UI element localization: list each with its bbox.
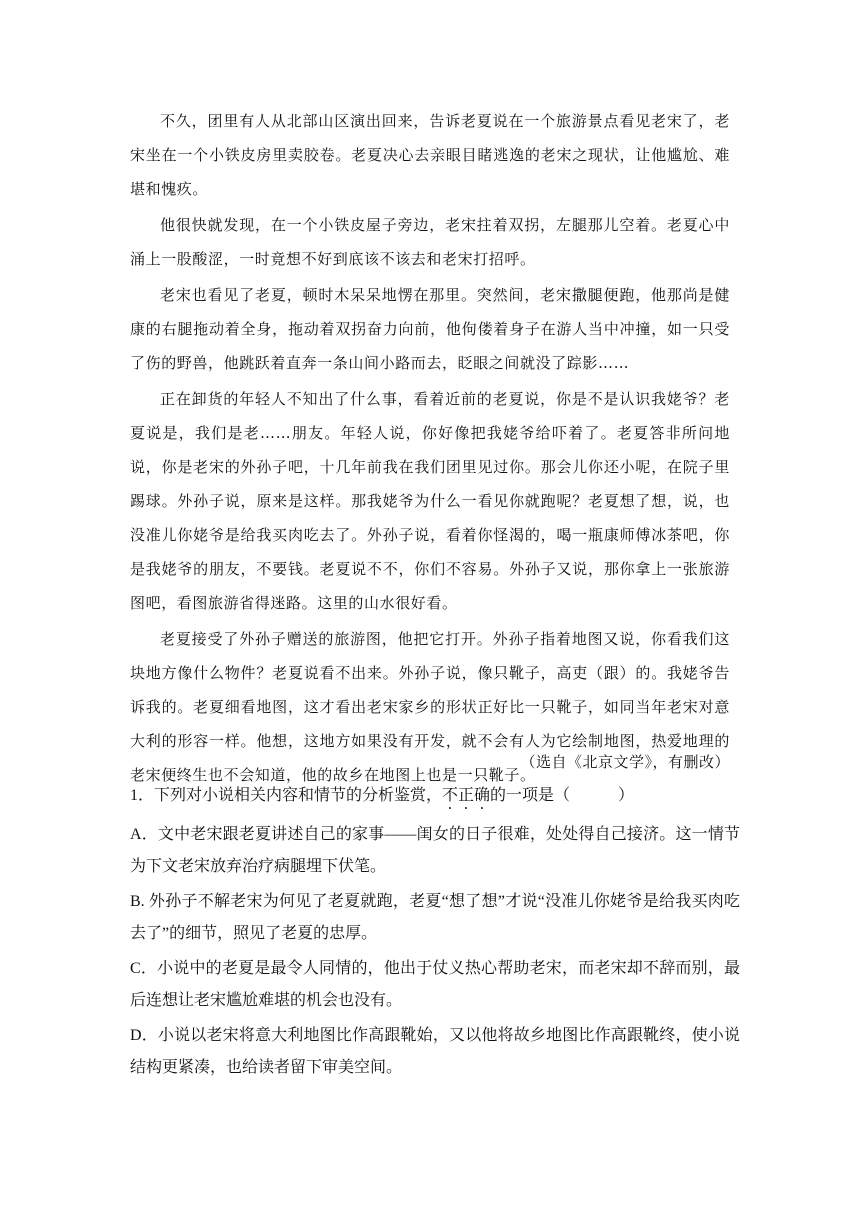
passage-paragraph-2: 他很快就发现，在一个小铁皮屋子旁边，老宋拄着双拐，左腿那儿空着。老夏心中涌上一股酸涩，一时竟想不好到底该不该去和老宋打招呼。	[130, 216, 730, 268]
question-1	[130, 780, 740, 1087]
option-c: C．小说中的老夏是最令人同情的，他出于仗义热心帮助老宋，而老宋却不辞而别，最后连想让老宋尴尬难堪的机会也没有。	[130, 960, 740, 1009]
option-d: D．小说以老宋将意大利地图比作高跟靴始，又以他将故乡地图比作高跟靴终，使小说结构更紧凑，也给读者留下审美空间。	[130, 1027, 740, 1076]
passage-paragraph-1: 不久，团里有人从北部山区演出回来，告诉老夏说在一个旅游景点看见老宋了，老宋坐在一个小铁皮房里卖胶卷。老夏决心去亲眼目睹逃逸的老宋之现状，让他尴尬、难堪和愧疚。	[130, 112, 730, 198]
passage-paragraph-3: 老宋也看见了老夏，顿时木呆呆地愣在那里。突然间，老宋撒腿便跑，他那尚是健康的右腿拖动着全身，拖动着双拐奋力向前，他佝偻着身子在游人当中冲撞，如一只受了伤的野兽，他跳跃着直奔一条山间小路而去，眨眼之间就没了踪影……	[130, 286, 730, 372]
passage-paragraph-5: 老夏接受了外孙子赠送的旅游图，他把它打开。外孙子指着地图又说，你看我们这块地方像什么物件？老夏说看不出来。外孙子说，像只靴子，高吏（跟）的。我姥爷告诉我的。老夏细看地图，这才看出老宋家乡的形状正好比一只靴子，如同当年老宋对意大利的形容一样。他想，这地方如果没有开发，就不会有人为它绘制地图，热爱地理的老宋便终生也不会知道，他的故乡在地图上也是一只靴子。	[130, 630, 730, 784]
question-stem-emphasis: 不正确	[442, 787, 491, 804]
passage-paragraph-4: 正在卸货的年轻人不知出了什么事，看着近前的老夏说，你是不是认识我姥爷？老夏说是，我们是老……朋友。年轻人说，你好像把我姥爷给吓着了。老夏答非所问地说，你是老宋的外孙子吧，十几年前我在我们团里见过你。那会儿你还小呢，在院子里踢球。外孙子说，原来是这样。那我姥爷为什么一看见你就跑呢？老夏想了想，说，也没准儿你姥爷是给我买肉吃去了。外孙子说，看着你怪渴的，喝一瓶康师傅冰茶吧，你是我姥爷的朋友，不要钱。老夏说不不，你们不容易。外孙子又说，那你拿上一张旅游图吧，看图旅游省得迷路。这里的山水很好看。	[130, 390, 730, 612]
story-passage	[130, 104, 730, 794]
passage-source: （选自《北京文学》，有删改）	[520, 753, 730, 771]
question-stem	[130, 780, 740, 813]
question-stem-suffix: 的一项是（ ）	[490, 787, 635, 804]
option-a: A．文中老宋跟老夏讲述自己的家事——闺女的日子很难，处处得自己接济。这一情节为下文老宋放弃治疗病腿埋下伏笔。	[130, 826, 740, 875]
option-b: B. 外孙子不解老宋为何见了老夏就跑，老夏“想了想”才说“没准儿你姥爷是给我买肉吃去了”的细节，照见了老夏的忠厚。	[130, 893, 740, 942]
question-stem-prefix: 1．下列对小说相关内容和情节的分析鉴赏，	[130, 787, 443, 804]
